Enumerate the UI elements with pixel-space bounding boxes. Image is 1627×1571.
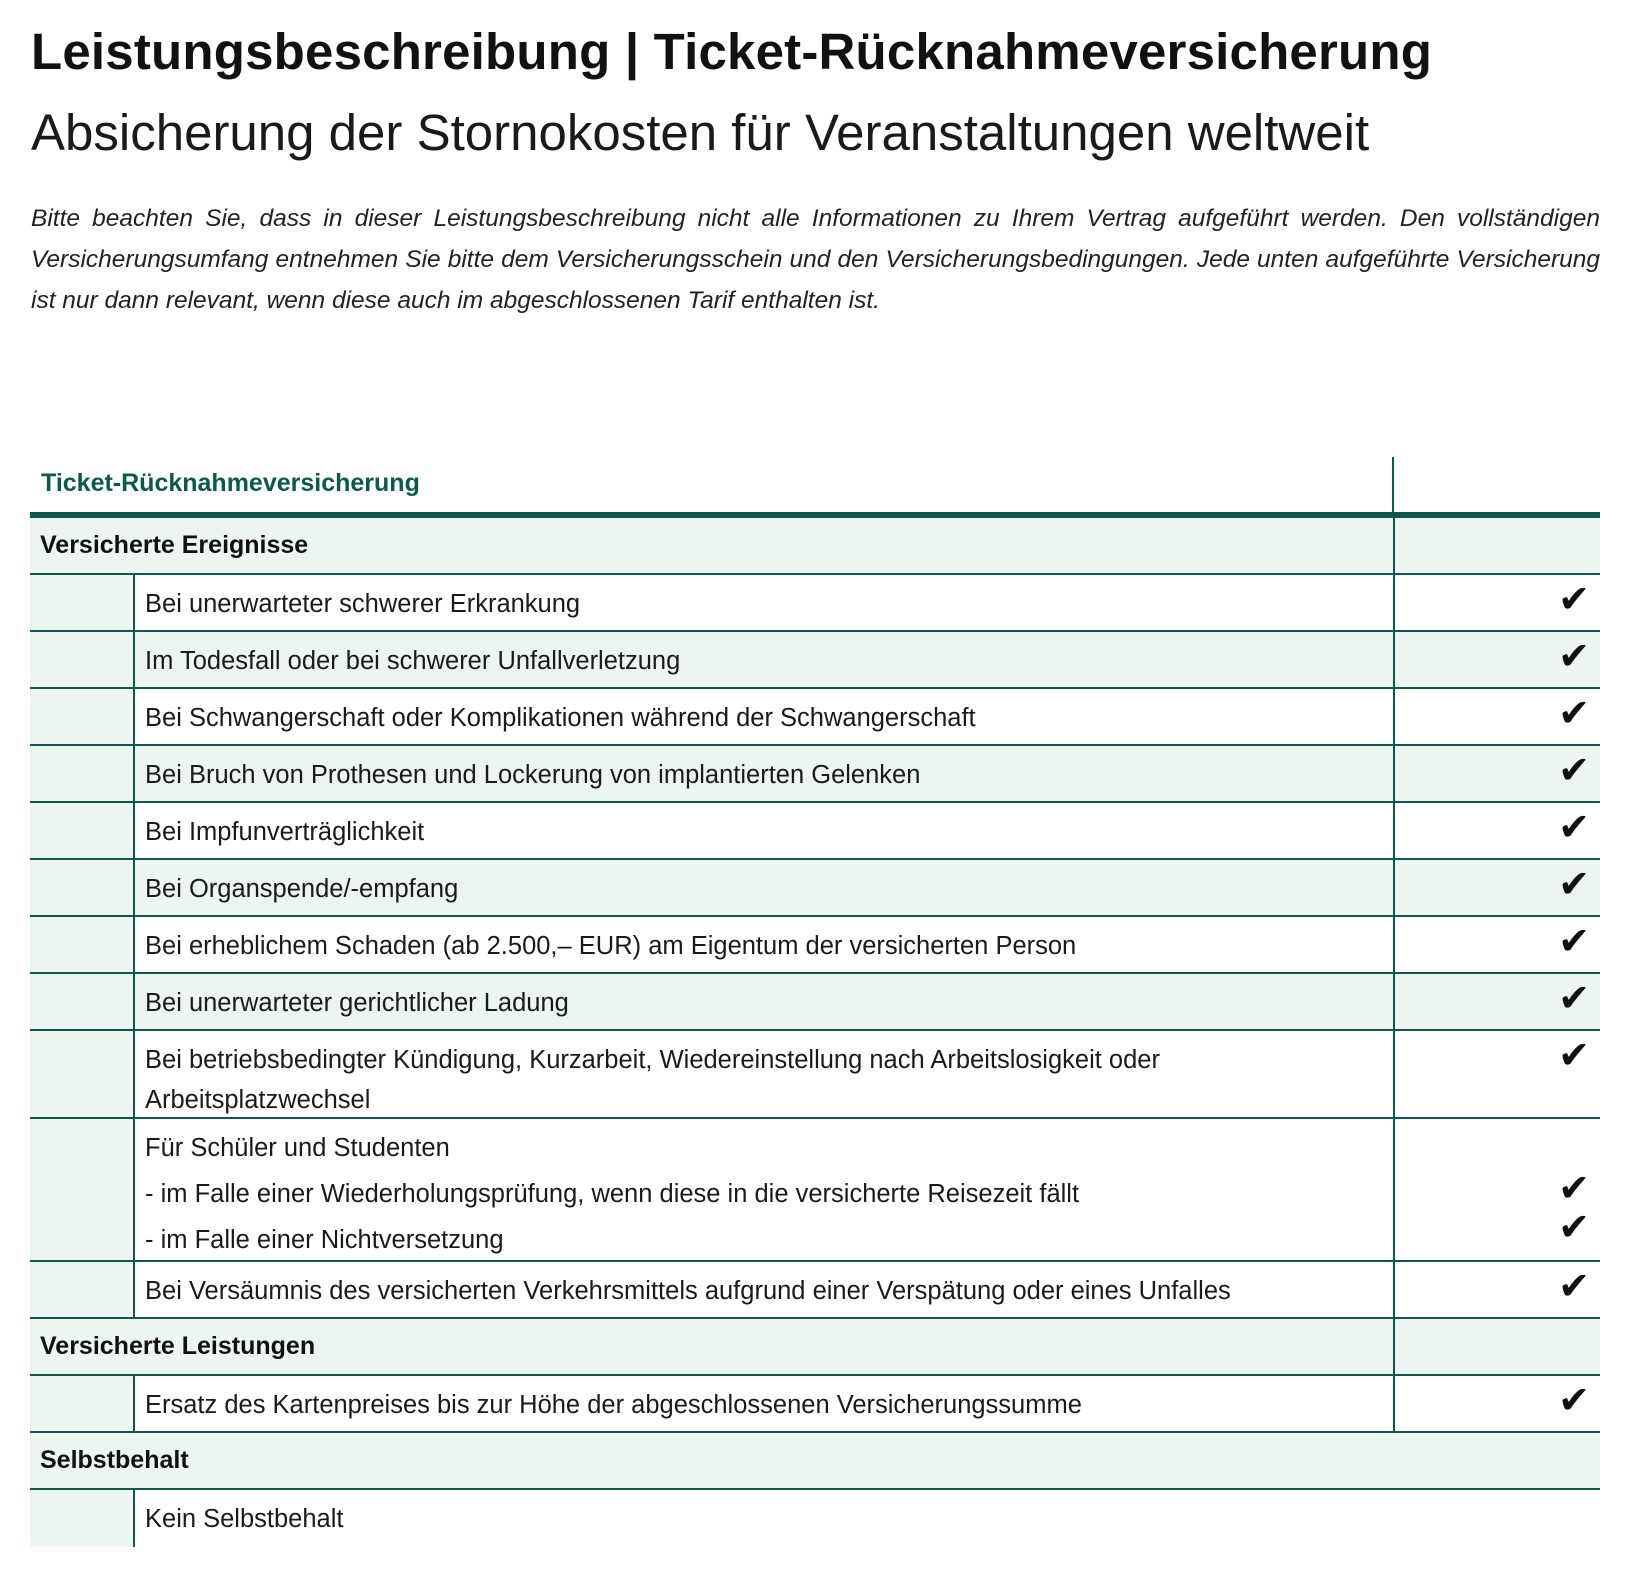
table-row xyxy=(30,632,1600,689)
column-divider xyxy=(1392,457,1394,518)
table-row xyxy=(30,689,1600,746)
table-row xyxy=(30,974,1600,1031)
checkmark-icon: ✔ xyxy=(1558,634,1590,678)
section-header-events xyxy=(30,518,1600,575)
checkmark-icon: ✔ xyxy=(1558,748,1590,792)
row-text: Im Todesfall oder bei schwerer Unfallverletzung xyxy=(145,647,681,675)
table-row xyxy=(30,1490,1600,1547)
row-text: Bei unerwarteter gerichtlicher Ladung xyxy=(145,989,569,1017)
row-text: Bei unerwarteter schwerer Erkrankung xyxy=(145,590,581,618)
checkmark-icon: ✔ xyxy=(1558,1205,1590,1249)
checkmark-icon: ✔ xyxy=(1558,1378,1590,1422)
coverage-table xyxy=(30,457,1600,1547)
row-text: Kein Selbstbehalt xyxy=(145,1505,344,1533)
table-row xyxy=(30,917,1600,974)
table-row xyxy=(30,575,1600,632)
page-subtitle: Absicherung der Stornokosten für Veranstaltungen weltweit xyxy=(31,104,1370,161)
checkmark-icon: ✔ xyxy=(1558,691,1590,735)
row-text: - im Falle einer Nichtversetzung xyxy=(145,1226,504,1254)
section-header-benefits xyxy=(30,1319,1600,1376)
section-label: Selbstbehalt xyxy=(40,1446,189,1474)
table-row xyxy=(30,860,1600,917)
table-row xyxy=(30,1031,1600,1119)
notice-text: Bitte beachten Sie, dass in dieser Leistungsbeschreibung nicht alle Informationen zu Ihrem Vertrag aufgeführt werden. Den vollständigen Versicherungsumfang entnehmen Sie bitte dem Versicherungsschein und den Versicherungsbedingungen. Jede unten aufgeführte Versicherung ist nur dann relevant, wenn diese auch im abgeschlossenen Tarif enthalten ist. xyxy=(31,205,1600,314)
row-text: Bei Bruch von Prothesen und Lockerung von implantierten Gelenken xyxy=(145,761,921,789)
row-text: - im Falle einer Wiederholungsprüfung, wenn diese in die versicherte Reisezeit fällt xyxy=(145,1180,1080,1208)
row-heading: Für Schüler und Studenten xyxy=(145,1134,450,1162)
checkmark-icon: ✔ xyxy=(1558,919,1590,963)
section-header-deductible xyxy=(30,1433,1600,1490)
checkmark-icon: ✔ xyxy=(1558,577,1590,621)
row-text: Bei erheblichem Schaden (ab 2.500,– EUR) am Eigentum der versicherten Person xyxy=(145,932,1077,960)
checkmark-icon: ✔ xyxy=(1558,862,1590,906)
section-label: Versicherte Leistungen xyxy=(40,1332,316,1360)
table-row xyxy=(30,746,1600,803)
row-text: Bei Impfunverträglichkeit xyxy=(145,818,425,846)
row-text: Ersatz des Kartenpreises bis zur Höhe der abgeschlossenen Versicherungssumme xyxy=(145,1391,1082,1419)
checkmark-icon: ✔ xyxy=(1558,1264,1590,1308)
table-header xyxy=(30,457,1600,518)
table-row xyxy=(30,1376,1600,1433)
row-text: Bei Organspende/-empfang xyxy=(145,875,459,903)
checkmark-icon: ✔ xyxy=(1558,1166,1590,1210)
table-header-label: Ticket-Rücknahmeversicherung xyxy=(41,469,420,497)
row-text: Bei Schwangerschaft oder Komplikationen während der Schwangerschaft xyxy=(145,704,976,732)
row-text: Bei betriebsbedingter Kündigung, Kurzarbeit, Wiedereinstellung nach Arbeitslosigkeit oder Arbeitsplatzwechsel xyxy=(145,1046,1160,1114)
checkmark-icon: ✔ xyxy=(1558,976,1590,1020)
table-row xyxy=(30,1262,1600,1319)
row-text: Bei Versäumnis des versicherten Verkehrsmittels aufgrund einer Verspätung oder eines Unfalles xyxy=(145,1277,1231,1305)
table-row xyxy=(30,803,1600,860)
table-row xyxy=(30,1119,1600,1262)
section-label: Versicherte Ereignisse xyxy=(40,531,309,559)
checkmark-icon: ✔ xyxy=(1558,1033,1590,1077)
checkmark-icon: ✔ xyxy=(1558,805,1590,849)
page-title: Leistungsbeschreibung | Ticket-Rücknahmeversicherung xyxy=(31,23,1433,80)
